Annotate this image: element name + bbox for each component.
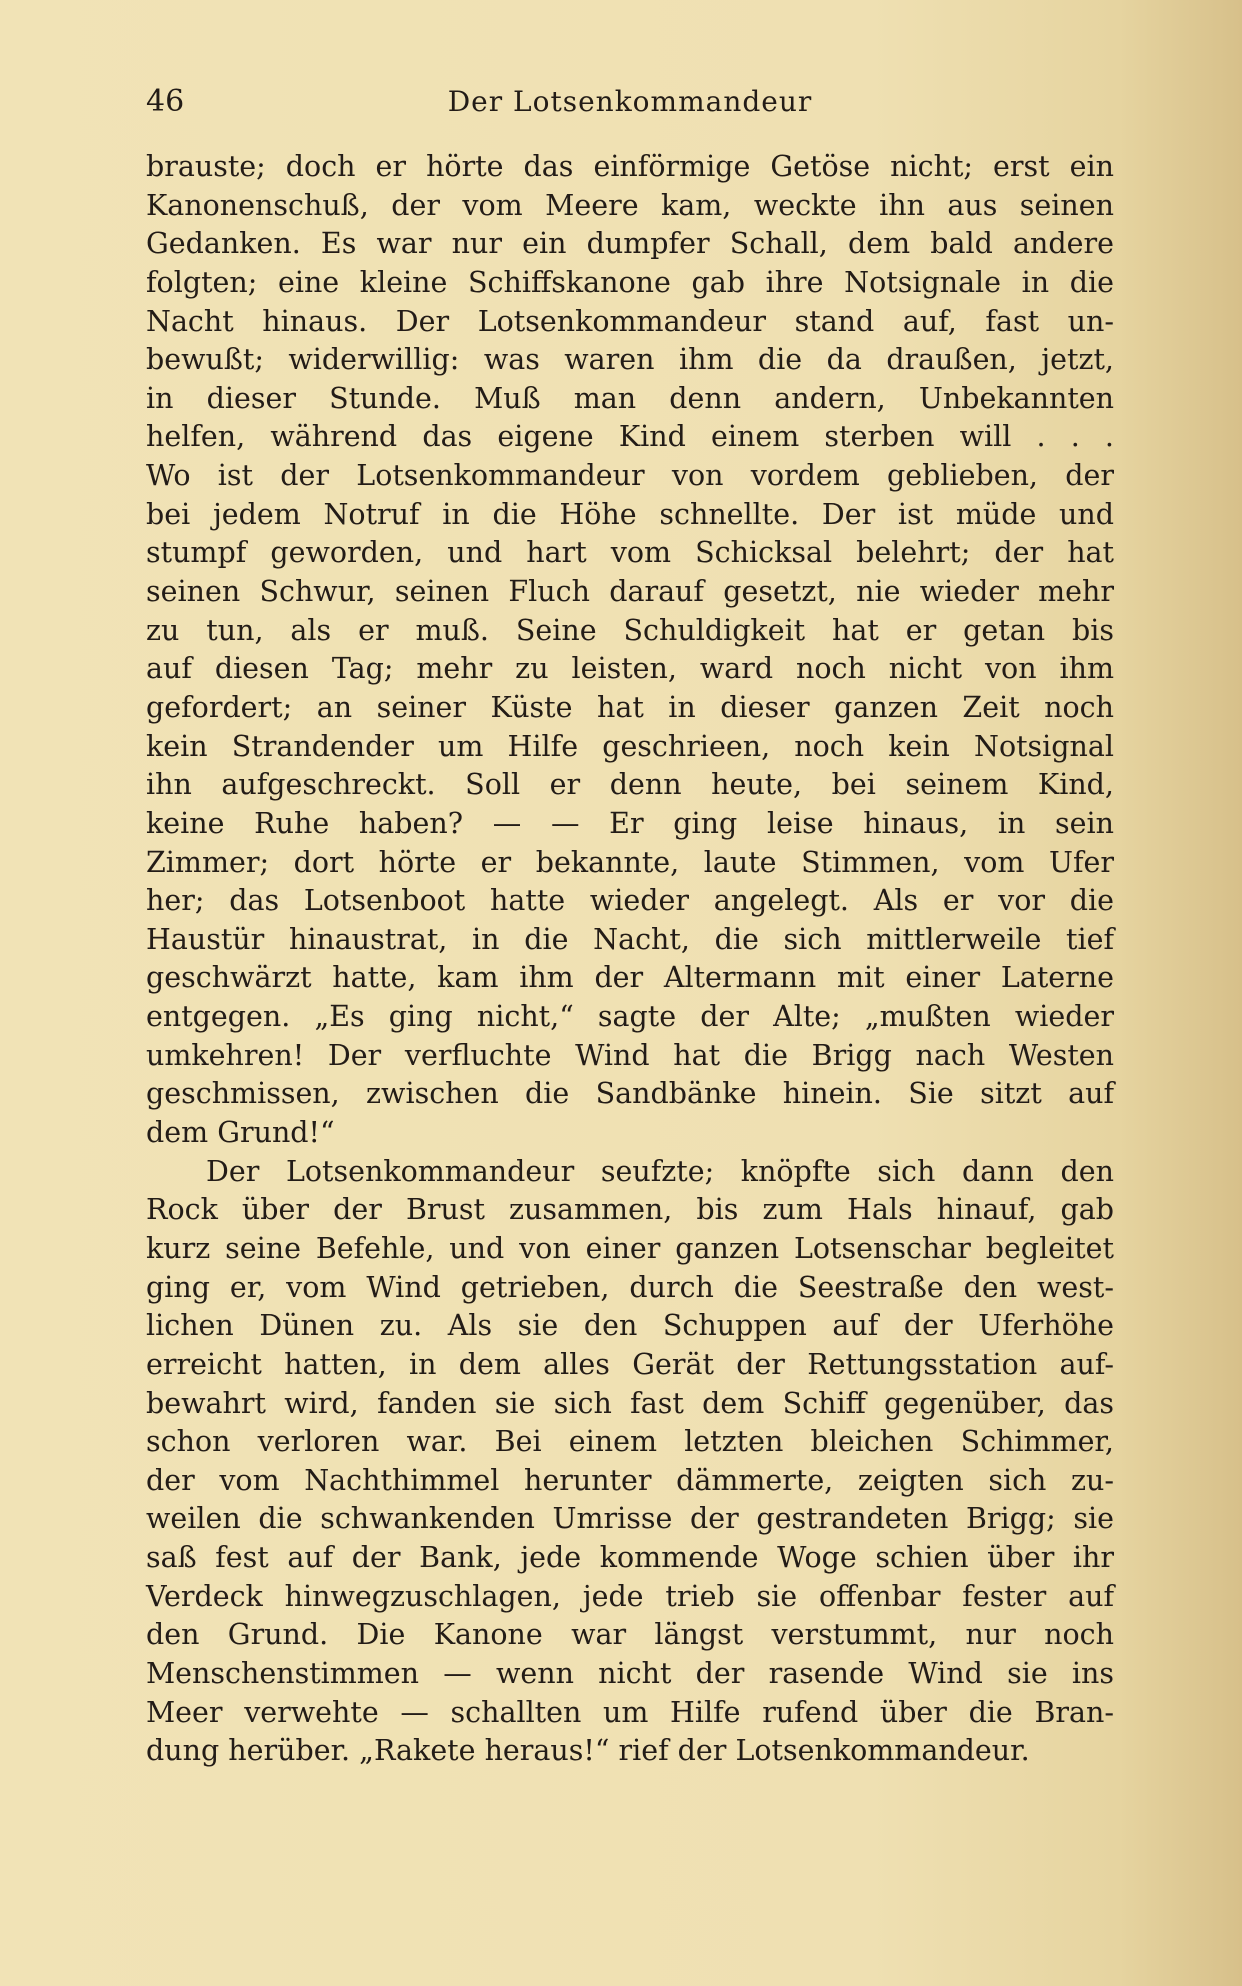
text-line: auf diesen Tag; mehr zu leisten, ward noch nicht von ihm <box>146 652 1114 686</box>
text-line: ging er, vom Wind getrieben, durch die Seestraße den west- <box>146 1270 1114 1304</box>
text-line: der vom Nachthimmel herunter dämmerte, zeigten sich zu- <box>146 1463 1114 1497</box>
text-line: Nacht hinaus. Der Lotsenkommandeur stand auf, fast un- <box>146 304 1114 338</box>
text-line: seinen Schwur, seinen Fluch darauf gesetzt, nie wieder mehr <box>146 575 1114 609</box>
text-line: umkehren! Der verfluchte Wind hat die Brigg nach Westen <box>146 1038 1114 1072</box>
text-line: Wo ist der Lotsenkommandeur von vordem geblieben, der <box>146 459 1114 493</box>
text-line: saß fest auf der Bank, jede kommende Woge schien über ihr <box>146 1541 1114 1575</box>
text-line: Meer verwehte — schallten um Hilfe rufend über die Bran- <box>146 1695 1114 1729</box>
text-line: weilen die schwankenden Umrisse der gestrandeten Brigg; sie <box>146 1502 1114 1536</box>
text-line: Haustür hinaustrat, in die Nacht, die sich mittlerweile tief <box>146 922 1114 956</box>
text-line: dem Grund!“ <box>146 1116 335 1150</box>
text-line: stumpf geworden, und hart vom Schicksal belehrt; der hat <box>146 536 1114 570</box>
text-line: erreicht hatten, in dem alles Gerät der Rettungsstation auf- <box>146 1347 1114 1381</box>
text-line: brauste; doch er hörte das einförmige Getöse nicht; erst ein <box>146 150 1114 183</box>
text-line: Gedanken. Es war nur ein dumpfer Schall, dem bald andere <box>146 227 1114 261</box>
text-line: Menschenstimmen — wenn nicht der rasende Wind sie ins <box>146 1656 1114 1690</box>
text-line: folgten; eine kleine Schiffskanone gab ihre Notsignale in die <box>146 265 1114 299</box>
text-line: ihn aufgeschreckt. Soll er denn heute, bei seinem Kind, <box>146 768 1114 802</box>
text-line: entgegen. „Es ging nicht,“ sagte der Alte; „mußten wieder <box>146 1000 1114 1034</box>
text-line: zu tun, als er muß. Seine Schuldigkeit hat er getan bis <box>146 613 1114 647</box>
text-line: den Grund. Die Kanone war längst verstummt, nur noch <box>146 1618 1114 1652</box>
text-line: in dieser Stunde. Muß man denn andern, Unbekannten <box>146 381 1114 415</box>
text-line: kein Strandender um Hilfe geschrieen, noch kein Notsignal <box>146 729 1114 763</box>
text-line: Zimmer; dort hörte er bekannte, laute Stimmen, vom Ufer <box>146 845 1114 879</box>
page-number: 46 <box>146 84 185 119</box>
text-line: Kanonenschuß, der vom Meere kam, weckte ihn aus seinen <box>146 188 1114 222</box>
text-line: lichen Dünen zu. Als sie den Schuppen auf der Uferhöhe <box>146 1309 1114 1343</box>
running-title: Der Lotsenkommandeur <box>447 85 813 118</box>
text-line: Verdeck hinwegzuschlagen, jede trieb sie offenbar fester auf <box>146 1579 1114 1613</box>
text-line: kurz seine Befehle, und von einer ganzen Lotsenschar begleitet <box>146 1231 1114 1265</box>
text-line: bei jedem Notruf in die Höhe schnellte. Der ist müde und <box>146 497 1114 531</box>
text-line: bewußt; widerwillig: was waren ihm die da draußen, jetzt, <box>146 343 1114 377</box>
body-text <box>146 148 1114 1828</box>
text-line: gefordert; an seiner Küste hat in dieser ganzen Zeit noch <box>146 690 1114 724</box>
text-line: keine Ruhe haben? — — Er ging leise hinaus, in sein <box>146 806 1114 840</box>
text-line: geschwärzt hatte, kam ihm der Altermann mit einer Laterne <box>146 961 1114 995</box>
text-line: dung herüber. „Rakete heraus!“ rief der Lotsenkommandeur. <box>146 1734 1030 1768</box>
text-line: helfen, während das eigene Kind einem sterben will . . . <box>146 420 1114 454</box>
text-line: Der Lotsenkommandeur seufzte; knöpfte sich dann den <box>206 1154 1114 1188</box>
text-line: her; das Lotsenboot hatte wieder angelegt. Als er vor die <box>146 884 1114 918</box>
text-line: bewahrt wird, fanden sie sich fast dem Schiff gegenüber, das <box>146 1386 1114 1420</box>
page-header <box>146 82 1114 132</box>
text-line: schon verloren war. Bei einem letzten bleichen Schimmer, <box>146 1425 1114 1459</box>
text-line: Rock über der Brust zusammen, bis zum Hals hinauf, gab <box>146 1193 1114 1227</box>
text-line: geschmissen, zwischen die Sandbänke hinein. Sie sitzt auf <box>146 1077 1114 1111</box>
